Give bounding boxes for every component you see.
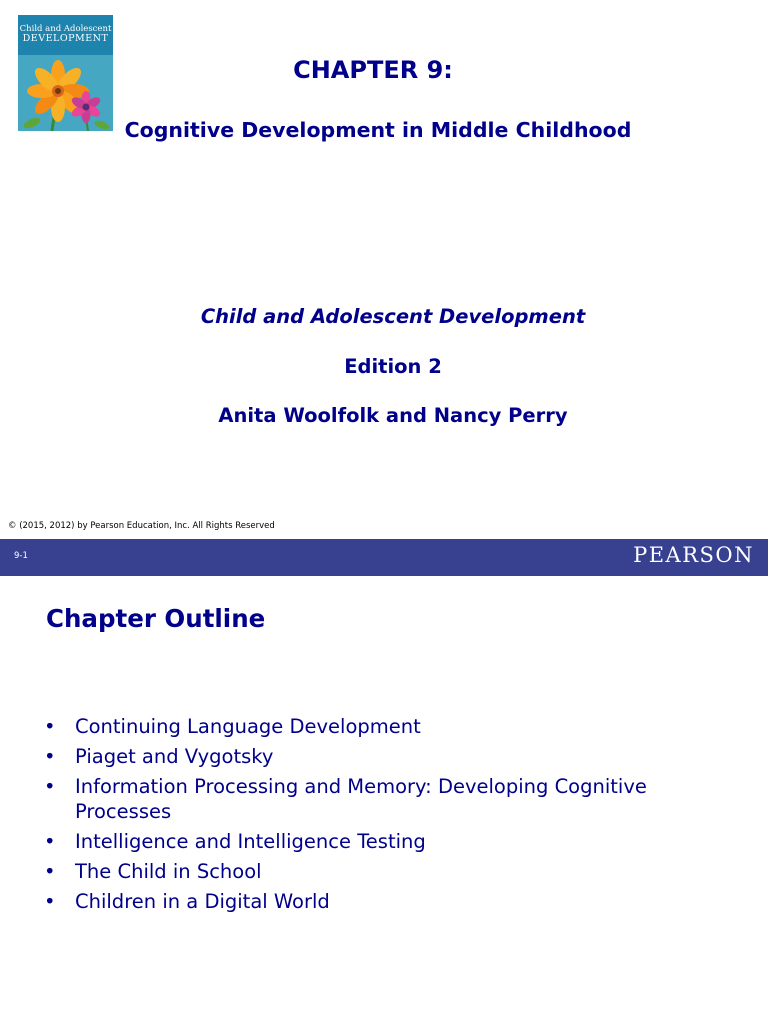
copyright-notice: © (2015, 2012) by Pearson Education, Inc. All Rights Reserved (8, 521, 275, 531)
footer-bar (0, 539, 768, 576)
list-item (44, 774, 744, 824)
cover-title (18, 25, 113, 43)
list-item (44, 714, 744, 739)
list-item (44, 829, 744, 854)
outline-title: Chapter Outline (46, 604, 266, 633)
bullet-icon: • (44, 715, 56, 738)
list-item-text: Intelligence and Intelligence Testing (75, 830, 426, 853)
outline-slide (0, 576, 768, 1024)
cover-title-line1: Child and Adolescent (19, 24, 112, 34)
authors-label: Anita Woolfolk and Nancy Perry (218, 404, 568, 427)
list-item-text: Children in a Digital World (75, 890, 330, 913)
cover-title-line2: DEVELOPMENT (22, 33, 109, 44)
chapter-title: Cognitive Development in Middle Childhood (124, 118, 632, 142)
list-item-text: Continuing Language Development (75, 715, 421, 738)
chapter-number: CHAPTER 9: (293, 56, 453, 84)
bullet-icon: • (44, 890, 56, 913)
list-item (44, 889, 744, 914)
bullet-icon: • (44, 860, 56, 883)
publisher-logo: PEARSON (633, 543, 754, 567)
list-item (44, 859, 744, 884)
outline-list (44, 714, 744, 919)
bullet-icon: • (44, 745, 56, 768)
list-item-text: Information Processing and Memory: Developing Cognitive Processes (75, 775, 647, 823)
list-item-text: Piaget and Vygotsky (75, 745, 274, 768)
list-item (44, 744, 744, 769)
edition-label: Edition 2 (344, 355, 442, 378)
list-item-text: The Child in School (75, 860, 262, 883)
bullet-icon: • (44, 830, 56, 853)
book-title: Child and Adolescent Development (200, 305, 586, 328)
bullet-icon: • (44, 775, 56, 798)
slide-number: 9-1 (14, 551, 28, 561)
